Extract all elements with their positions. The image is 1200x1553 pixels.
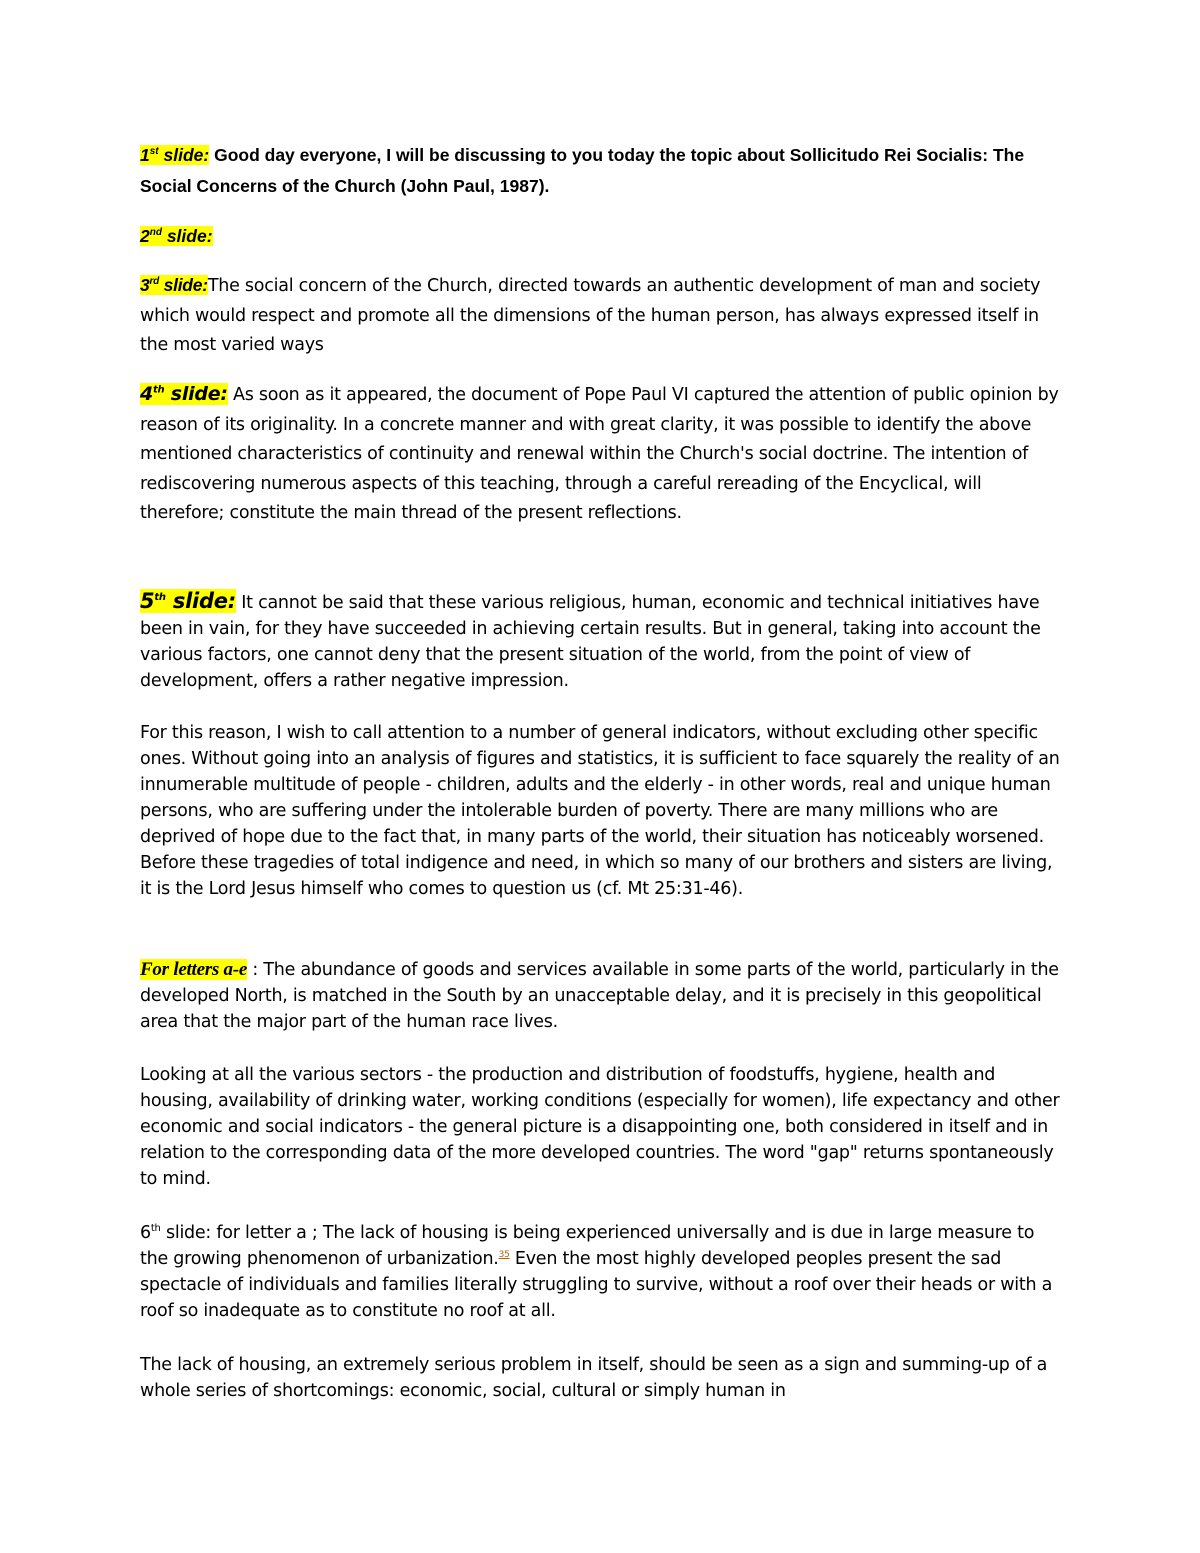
indicators-text: For this reason, I wish to call attention to a number of general indicators, without excluding other specific ones. Without going into an analysis of figures and statistics, it is sufficient to face squarely the reality of an innumerable multitude of people - children, adults and the elderly - in other words, real and unique human persons, who are suffering under the intolerable burden of poverty. There are many millions who are deprived of hope due to the fact that, in many parts of the world, their situation has noticeably worsened. Before these tragedies of total indigence and need, in which so many of our brothers and sisters are living, it is the Lord Jesus himself who comes to question us (cf. Mt 25:31-46). xyxy=(140,723,1060,899)
paragraph-slide-2 xyxy=(140,221,1060,252)
slide-6-text-b: Even the most highly developed peoples present the sad spectacle of individuals and families literally struggling to survive, without a roof over their heads or with a roof so inadequate as to constitute no roof at all. xyxy=(140,1249,1053,1321)
slide-1-text: Good day everyone, I will be discussing to you today the topic about Sollicitudo Rei Socialis: The Social Concerns of the Church (John Paul, 1987). xyxy=(140,145,1025,196)
paragraph-indicators xyxy=(140,720,1060,902)
paragraph-letters-a-e xyxy=(140,957,1060,1035)
slide-1-label: 1st slide: xyxy=(140,145,210,165)
slide-6-sup: th xyxy=(150,1223,161,1235)
footnote-link[interactable]: 35 xyxy=(498,1250,510,1261)
paragraph-slide-1 xyxy=(140,140,1060,202)
paragraph-sectors xyxy=(140,1062,1060,1192)
paragraph-slide-6 xyxy=(140,1220,1060,1324)
slide-5-label: 5th slide: xyxy=(140,589,236,613)
paragraph-slide-5 xyxy=(140,588,1060,694)
slide-6-text-a: slide: for letter a ; The lack of housing is being experienced universally and is due in large measure to the growing phenomenon of urbanization. xyxy=(140,1223,1035,1269)
paragraph-slide-4 xyxy=(140,380,1060,529)
slide-5-text: It cannot be said that these various religious, human, economic and technical initiatives have been in vain, for they have succeeded in achieving certain results. But in general, taking into account the various factors, one cannot deny that the present situation of the world, from the point of view of development, offers a rather negative impression. xyxy=(140,593,1041,691)
letters-a-e-label: For letters a-e xyxy=(140,959,248,980)
sectors-text: Looking at all the various sectors - the production and distribution of foodstuffs, hygiene, health and housing, availability of drinking water, working conditions (especially for women), life expectancy and other economic and social indicators - the general picture is a disappointing one, both considered in itself and in relation to the corresponding data of the more developed countries. The word "gap" returns spontaneously to mind. xyxy=(140,1065,1060,1189)
slide-6-num: 6 xyxy=(140,1223,151,1243)
slide-3-text: The social concern of the Church, directed towards an authentic development of man and society which would respect and promote all the dimensions of the human person, has always expressed itself in the most varied ways xyxy=(140,276,1041,355)
paragraph-slide-3 xyxy=(140,271,1060,361)
slide-3-label: 3rd slide: xyxy=(140,275,208,295)
slide-4-text: As soon as it appeared, the document of Pope Paul VI captured the attention of public opinion by reason of its originality. In a concrete manner and with great clarity, it was possible to identify the above mentioned characteristics of continuity and renewal within the Church's social doctrine. The intention of rediscovering numerous aspects of this teaching, through a careful rereading of the Encyclical, will therefore; constitute the main thread of the present reflections. xyxy=(140,385,1059,523)
letters-a-e-text: : The abundance of goods and services available in some parts of the world, particularly in the developed North, is matched in the South by an unacceptable delay, and it is precisely in this geopolitical area that the major part of the human race lives. xyxy=(140,960,1059,1032)
paragraph-housing xyxy=(140,1352,1060,1404)
slide-2-label: 2nd slide: xyxy=(140,226,213,246)
housing-text: The lack of housing, an extremely serious problem in itself, should be seen as a sign and summing-up of a whole series of shortcomings: economic, social, cultural or simply human in xyxy=(140,1355,1048,1401)
slide-4-label: 4th slide: xyxy=(140,383,228,405)
